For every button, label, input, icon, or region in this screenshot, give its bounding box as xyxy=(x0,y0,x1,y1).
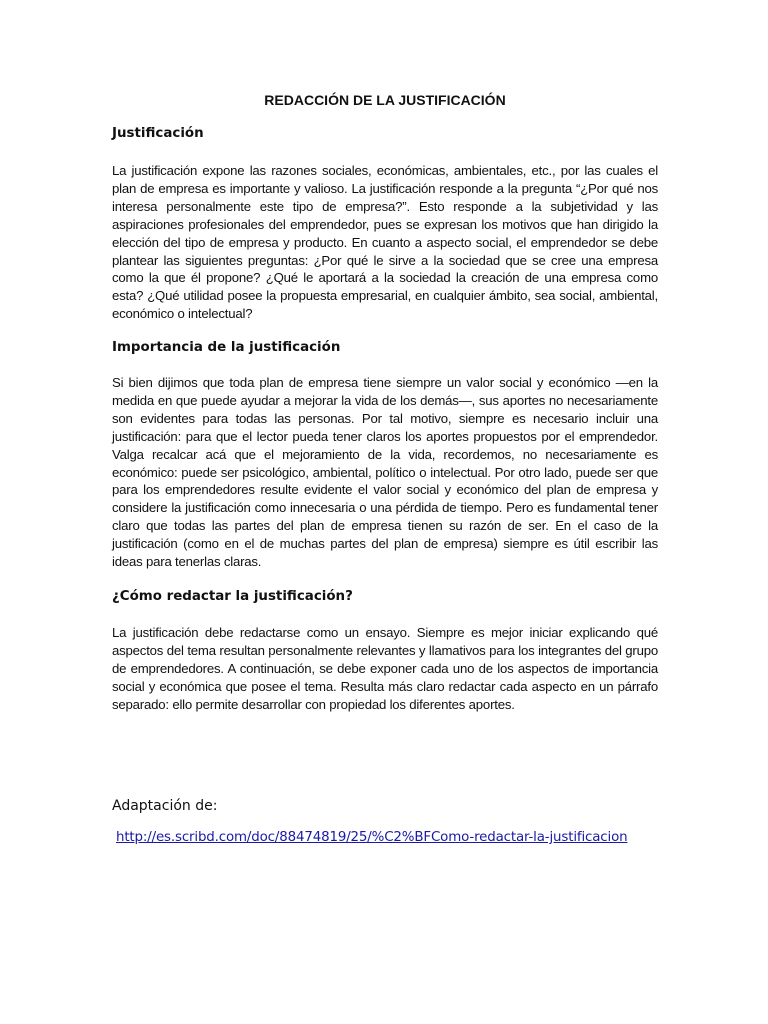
section-body-justificacion: La justificación expone las razones sociales, económicas, ambientales, etc., por las cuales el plan de empresa es importante y valioso. La justificación responde a la pregunta “¿Por qué nos interesa personalmente este tipo de empresa?”. Esto responde a la subjetividad y las aspiraciones profesionales del emprendedor, pues se expresan los motivos que han dirigido la elección del tipo de empresa y producto. En cuanto a aspecto social, el emprendedor se debe plantear las siguientes preguntas: ¿Por qué le sirve a la sociedad que se cree una empresa como la que él propone? ¿Qué le aportará a la sociedad la creación de una empresa como esta? ¿Qué utilidad posee la propuesta empresarial, en cualquier ámbito, sea social, ambiental, económico o intelectual? xyxy=(112,163,658,322)
section-heading-importancia: Importancia de la justificación xyxy=(112,340,341,355)
section-body-importancia: Si bien dijimos que toda plan de empresa tiene siempre un valor social y económico —en la medida en que puede ayudar a mejorar la vida de los demás—, sus aportes no necesariamente son evidentes para todas las personas. Por tal motivo, siempre es necesario incluir una justificación: para que el lector pueda tener claros los aportes propuestos por el emprendedor. Valga recalcar acá que el mejoramiento de la vida, recordemos, no necesariamente es económico: puede ser psicológico, ambiental, político o intelectual. Por otro lado, puede ser que para los emprendedores resulte evidente el valor social y económico del plan de empresa y considere la justificación como innecesaria o una pérdida de tiempo. Pero es fundamental tener claro que todas las partes del plan de empresa tienen su razón de ser. En el caso de la justificación (como en el de muchas partes del plan de empresa) siempre es útil escribir las ideas para tenerlas claras. xyxy=(112,375,658,570)
source-link[interactable]: http://es.scribd.com/doc/88474819/25/%C2%BFComo-redactar-la-justificacion xyxy=(116,830,628,845)
section-body-como-redactar: La justificación debe redactarse como un ensayo. Siempre es mejor iniciar explicando qué aspectos del tema resultan personalmente relevantes y llamativos para los integrantes del grupo de emprendedores. A continuación, se debe exponer cada uno de los aspectos de importancia social y económica que posee el tema. Resulta más claro redactar cada aspecto en un párrafo separado: ello permite desarrollar con propiedad los diferentes aportes. xyxy=(112,625,658,712)
document-title: REDACCIÓN DE LA JUSTIFICACIÓN xyxy=(264,92,506,108)
section-heading-justificacion: Justificación xyxy=(112,126,204,141)
section-heading-como-redactar: ¿Cómo redactar la justificación? xyxy=(112,589,353,604)
adaptation-label: Adaptación de: xyxy=(112,798,218,814)
